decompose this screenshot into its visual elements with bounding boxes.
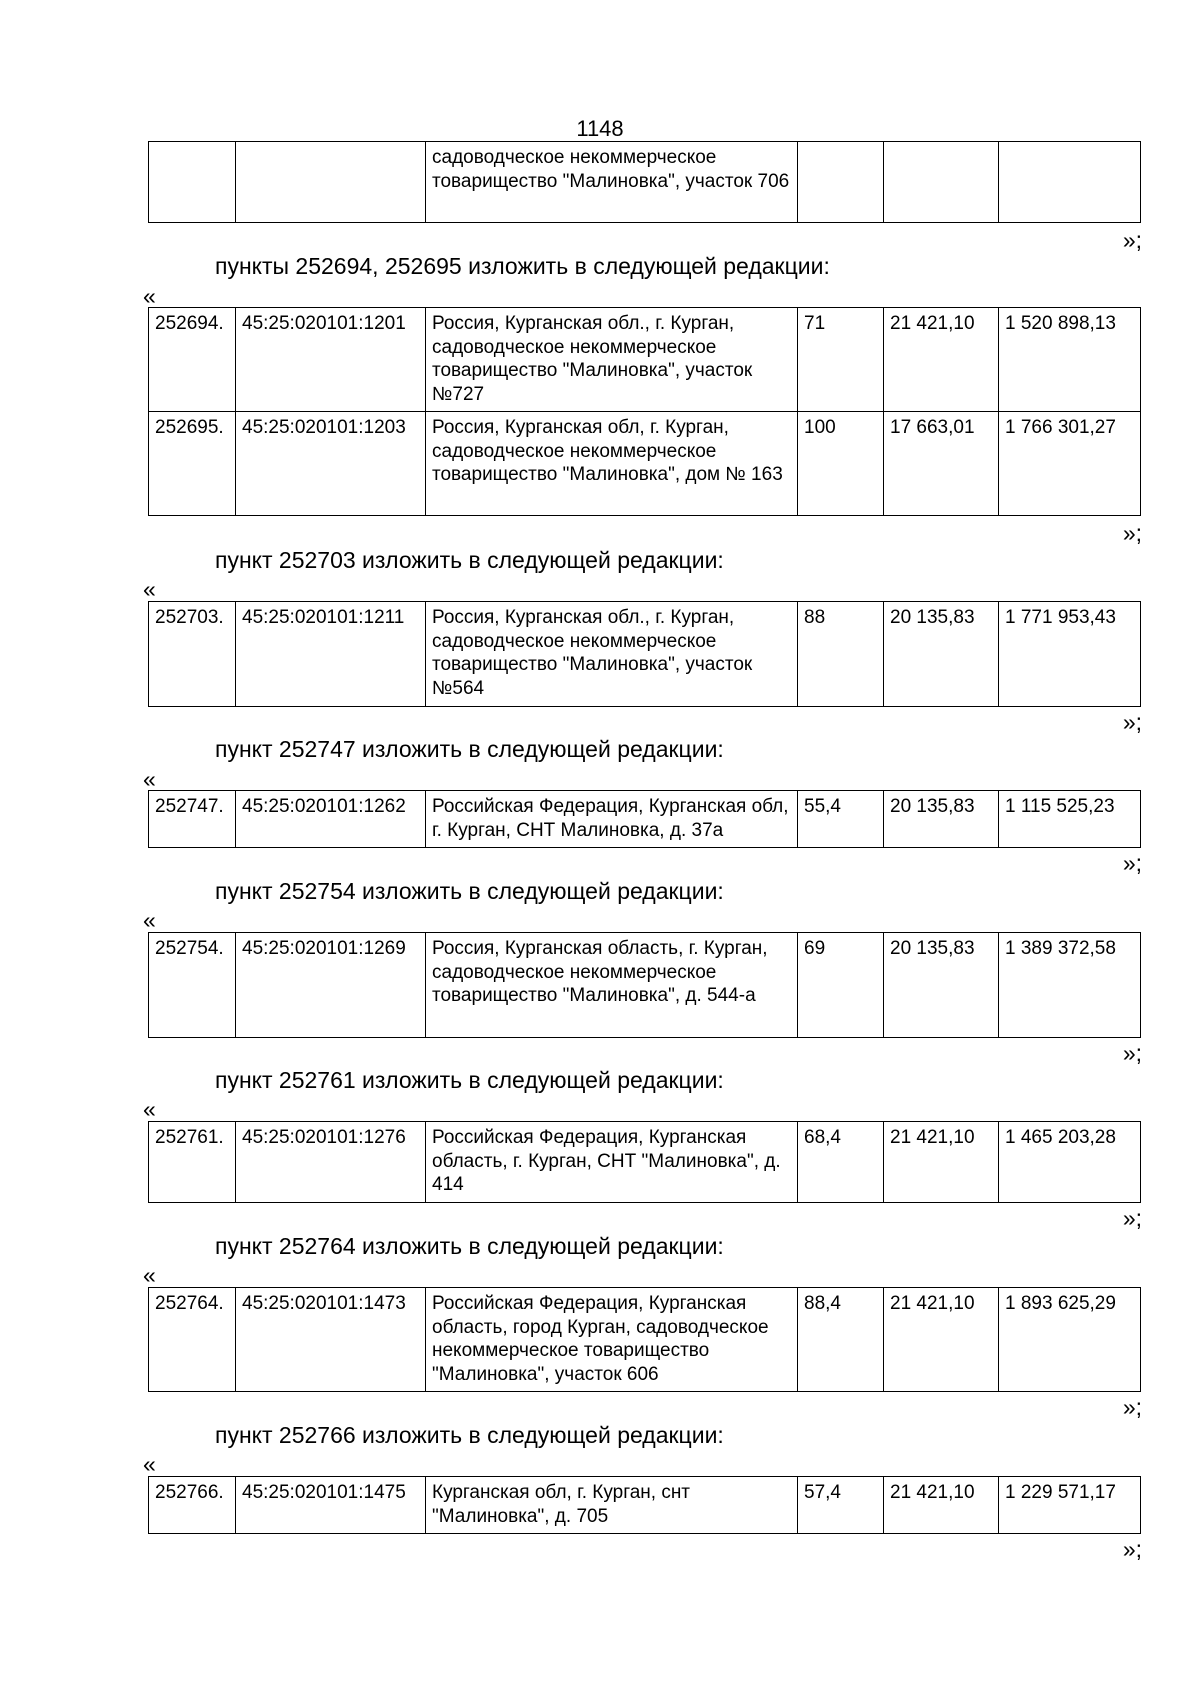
cell-cadastral: 45:25:020101:1262	[236, 791, 426, 848]
cell-address: Российская Федерация, Курганская область, город Курган, садоводческое некоммерческое товарищество "Малиновка", участок 606	[426, 1288, 798, 1392]
cell-area	[798, 142, 884, 223]
cell-cadastral	[236, 142, 426, 223]
cell-cost: 20 135,83	[884, 933, 999, 1038]
cell-area: 100	[798, 412, 884, 516]
cell-address: Российская Федерация, Курганская область, г. Курган, СНТ "Малиновка", д. 414	[426, 1122, 798, 1203]
cell-number: 252761.	[149, 1122, 236, 1203]
cell-area: 55,4	[798, 791, 884, 848]
table-row	[149, 1288, 1141, 1392]
amendment-table	[148, 1287, 1141, 1392]
cell-number: 252766.	[149, 1477, 236, 1534]
table-row	[149, 602, 1141, 707]
amendment-table	[148, 1121, 1141, 1203]
cell-cost: 20 135,83	[884, 791, 999, 848]
cell-cadastral: 45:25:020101:1269	[236, 933, 426, 1038]
continuation-table	[148, 141, 1141, 223]
cell-total	[999, 142, 1141, 223]
cell-cost: 21 421,10	[884, 1122, 999, 1203]
section-heading: пункт 252703 изложить в следующей редакции:	[215, 547, 724, 573]
cell-address: Россия, Курганская область, г. Курган, садоводческое некоммерческое товарищество "Малиновка", д. 544-а	[426, 933, 798, 1038]
table-row	[149, 1122, 1141, 1203]
cell-address: Россия, Курганская обл., г. Курган, садоводческое некоммерческое товарищество "Малиновка", участок №727	[426, 308, 798, 412]
cell-address: Россия, Курганская обл, г. Курган, садоводческое некоммерческое товарищество "Малиновка", дом № 163	[426, 412, 798, 516]
cell-number	[149, 142, 236, 223]
section-heading: пункт 252754 изложить в следующей редакции:	[215, 878, 724, 904]
cell-cadastral: 45:25:020101:1211	[236, 602, 426, 707]
cell-cost: 21 421,10	[884, 1477, 999, 1534]
cell-cadastral: 45:25:020101:1203	[236, 412, 426, 516]
cell-number: 252703.	[149, 602, 236, 707]
cell-cost: 20 135,83	[884, 602, 999, 707]
cell-cost: 21 421,10	[884, 308, 999, 412]
closing-quote: »;	[1122, 850, 1142, 876]
table-row	[149, 1477, 1141, 1534]
cell-number: 252764.	[149, 1288, 236, 1392]
section-heading: пункт 252766 изложить в следующей редакции:	[215, 1422, 724, 1448]
cell-total: 1 520 898,13	[999, 308, 1141, 412]
amendment-table	[148, 932, 1141, 1038]
cell-cadastral: 45:25:020101:1276	[236, 1122, 426, 1203]
cell-total: 1 766 301,27	[999, 412, 1141, 516]
cell-area: 68,4	[798, 1122, 884, 1203]
cell-total: 1 893 625,29	[999, 1288, 1141, 1392]
table-row	[149, 933, 1141, 1038]
cell-address: садоводческое некоммерческое товарищество "Малиновка", участок 706	[426, 142, 798, 223]
closing-quote: »;	[1122, 1040, 1142, 1066]
cell-cadastral: 45:25:020101:1201	[236, 308, 426, 412]
cell-cost: 17 663,01	[884, 412, 999, 516]
opening-quote: «	[143, 283, 156, 309]
closing-quote: »;	[1122, 1205, 1142, 1231]
cell-number: 252747.	[149, 791, 236, 848]
section-heading: пункт 252747 изложить в следующей редакции:	[215, 736, 724, 762]
cell-total: 1 229 571,17	[999, 1477, 1141, 1534]
table-row	[149, 412, 1141, 516]
cell-address: Курганская обл, г. Курган, снт "Малиновка", д. 705	[426, 1477, 798, 1534]
cell-number: 252695.	[149, 412, 236, 516]
cell-total: 1 771 953,43	[999, 602, 1141, 707]
cell-area: 57,4	[798, 1477, 884, 1534]
cell-number: 252694.	[149, 308, 236, 412]
amendment-table	[148, 307, 1141, 516]
cell-cadastral: 45:25:020101:1475	[236, 1477, 426, 1534]
cell-cost	[884, 142, 999, 223]
closing-quote: »;	[1122, 1394, 1142, 1420]
page-number: 1148	[576, 116, 624, 141]
closing-quote: »;	[1122, 1536, 1142, 1562]
amendment-table	[148, 790, 1141, 848]
section-heading: пункт 252761 изложить в следующей редакции:	[215, 1067, 724, 1093]
table-row	[149, 791, 1141, 848]
cell-total: 1 465 203,28	[999, 1122, 1141, 1203]
closing-quote: »;	[1122, 520, 1142, 546]
opening-quote: «	[143, 576, 156, 602]
opening-quote: «	[143, 1262, 156, 1288]
cell-total: 1 115 525,23	[999, 791, 1141, 848]
cell-cadastral: 45:25:020101:1473	[236, 1288, 426, 1392]
closing-quote: »;	[1122, 709, 1142, 735]
cell-address: Россия, Курганская обл., г. Курган, садоводческое некоммерческое товарищество "Малиновка", участок №564	[426, 602, 798, 707]
cell-total: 1 389 372,58	[999, 933, 1141, 1038]
amendment-table	[148, 1476, 1141, 1534]
amendment-table	[148, 601, 1141, 707]
closing-quote: »;	[1122, 227, 1142, 253]
cell-area: 88,4	[798, 1288, 884, 1392]
table-row	[149, 308, 1141, 412]
cell-cost: 21 421,10	[884, 1288, 999, 1392]
opening-quote: «	[143, 1096, 156, 1122]
opening-quote: «	[143, 907, 156, 933]
cell-number: 252754.	[149, 933, 236, 1038]
table-row	[149, 142, 1141, 223]
opening-quote: «	[143, 766, 156, 792]
opening-quote: «	[143, 1451, 156, 1477]
cell-area: 69	[798, 933, 884, 1038]
cell-area: 71	[798, 308, 884, 412]
section-heading: пункты 252694, 252695 изложить в следующей редакции:	[215, 253, 830, 279]
cell-area: 88	[798, 602, 884, 707]
cell-address: Российская Федерация, Курганская обл, г. Курган, СНТ Малиновка, д. 37а	[426, 791, 798, 848]
section-heading: пункт 252764 изложить в следующей редакции:	[215, 1233, 724, 1259]
